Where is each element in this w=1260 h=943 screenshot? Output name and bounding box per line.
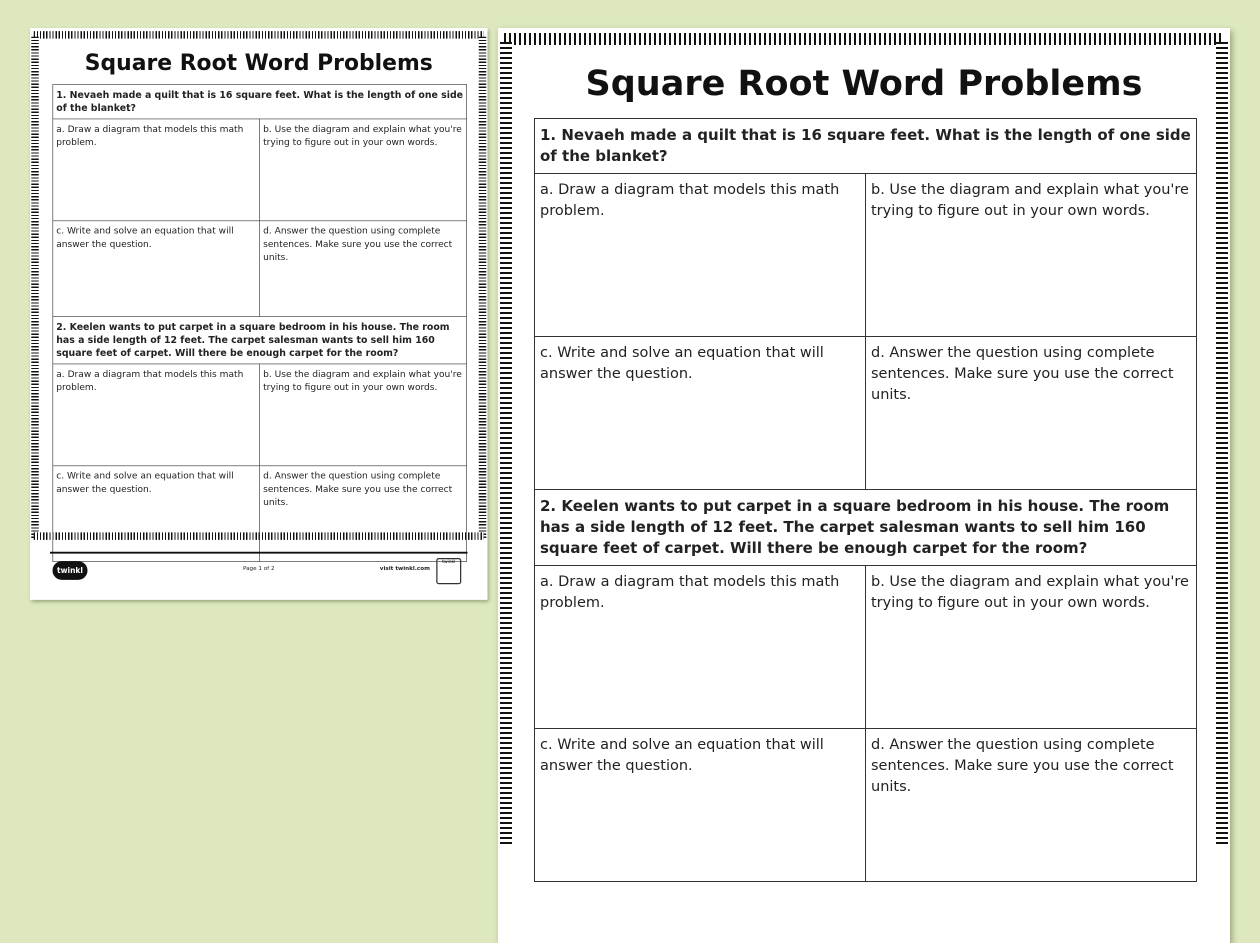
q1-part-a: a. Draw a diagram that models this math problem. (53, 119, 260, 221)
q2-part-a: a. Draw a diagram that models this math problem. (53, 364, 260, 466)
page-number: Page 1 of 2 (242, 565, 275, 572)
worksheet-preview-large (498, 28, 1230, 943)
decorative-border (31, 37, 39, 540)
q1-part-d: d. Answer the question using complete sentences. Make sure you use the correct units. (866, 337, 1197, 490)
decorative-border (34, 31, 484, 39)
visit-link: visit twinkl.com (379, 565, 430, 572)
q2-part-c: c. Write and solve an equation that will answer the question. (53, 466, 260, 562)
q2-part-d: d. Answer the question using complete sentences. Make sure you use the correct units. (866, 729, 1197, 882)
q1-part-c: c. Write and solve an equation that will answer the question. (53, 221, 260, 317)
question-2: 2. Keelen wants to put carpet in a square bedroom in his house. The room has a side length of 12 feet. The carpet salesman wants to sell him 160 square feet of carpet. Will there be enough carpet for the room? (53, 316, 467, 364)
q2-part-c: c. Write and solve an equation that will answer the question. (535, 729, 866, 882)
worksheet-title: Square Root Word Problems (84, 50, 433, 76)
q1-part-b: b. Use the diagram and explain what you're trying to figure out in your own words. (260, 119, 467, 221)
worksheet-preview-small (30, 28, 488, 600)
q2-part-d: d. Answer the question using complete sentences. Make sure you use the correct units. (260, 466, 467, 562)
quality-badge-icon: twinkl (436, 558, 461, 584)
twinkl-logo: twinkl (53, 561, 88, 580)
q1-part-b: b. Use the diagram and explain what you're trying to figure out in your own words. (866, 174, 1197, 337)
footer-divider (50, 552, 468, 554)
question-2: 2. Keelen wants to put carpet in a square bedroom in his house. The room has a side length of 12 feet. The carpet salesman wants to sell him 160 square feet of carpet. Will there be enough carpet for the room? (535, 490, 1197, 566)
decorative-border (1216, 42, 1228, 847)
worksheet-table (534, 118, 1197, 882)
worksheet-table (53, 84, 467, 562)
decorative-border (504, 33, 1224, 45)
decorative-border (500, 42, 512, 847)
question-1: 1. Nevaeh made a quilt that is 16 square feet. What is the length of one side of the blanket? (53, 85, 467, 119)
q1-part-c: c. Write and solve an equation that will answer the question. (535, 337, 866, 490)
decorative-border (479, 37, 487, 540)
q1-part-d: d. Answer the question using complete sentences. Make sure you use the correct units. (260, 221, 467, 317)
worksheet-title: Square Root Word Problems (585, 64, 1143, 104)
question-1: 1. Nevaeh made a quilt that is 16 square feet. What is the length of one side of the blanket? (535, 119, 1197, 174)
q1-part-a: a. Draw a diagram that models this math problem. (535, 174, 866, 337)
q2-part-a: a. Draw a diagram that models this math problem. (535, 566, 866, 729)
q2-part-b: b. Use the diagram and explain what you're trying to figure out in your own words. (260, 364, 467, 466)
q2-part-b: b. Use the diagram and explain what you're trying to figure out in your own words. (866, 566, 1197, 729)
